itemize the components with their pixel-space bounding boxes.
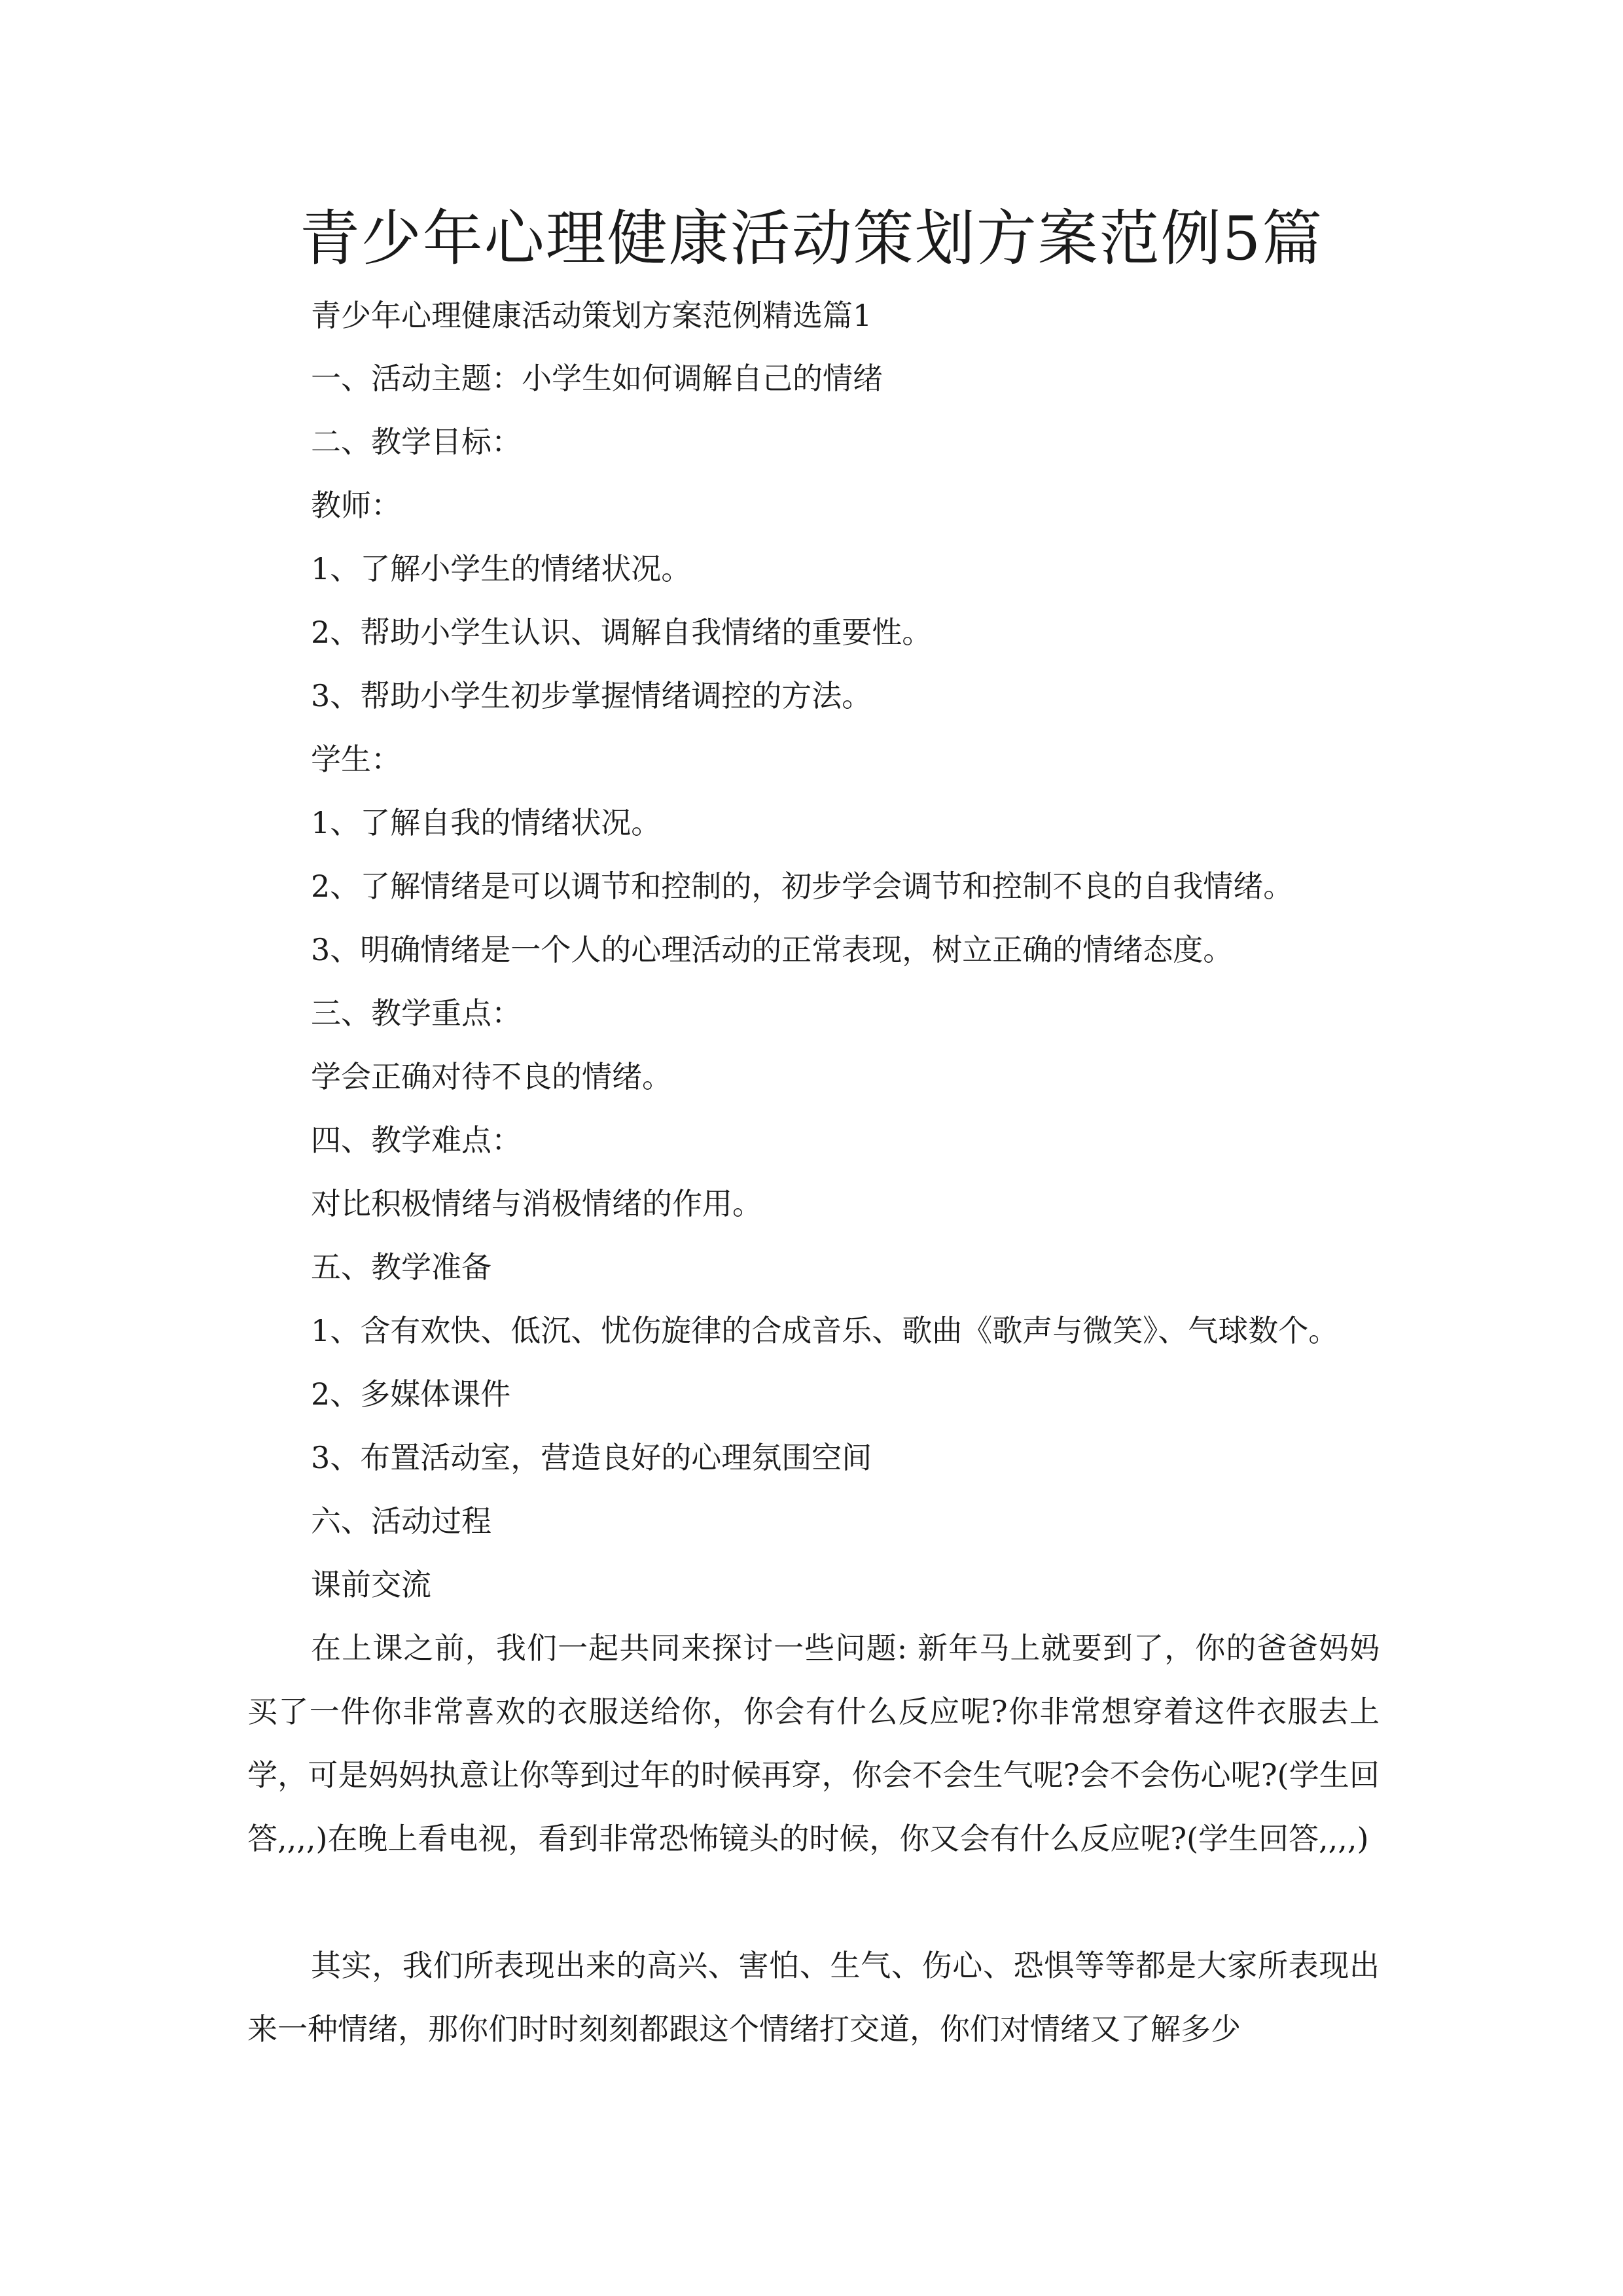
body-paragraph: 在上课之前，我们一起共同来探讨一些问题: 新年马上就要到了，你的爸爸妈妈买了一件你非常喜欢的衣服送给你，你会有什么反应呢?你非常想穿着这件衣服去上学，可是妈妈执意让你等到过年的时候再穿，你会不会生气呢?会不会伤心呢?(学生回答,,,,)在晚上看电视，看到非常恐怖镜头的时候，你又会有什么反应呢?(学生回答,,,,) bbox=[247, 1630, 1380, 1856]
text-line: 2、帮助小学生认识、调解自我情绪的重要性。 bbox=[311, 615, 933, 650]
text-line: 四、教学难点： bbox=[311, 1122, 522, 1158]
text-line: 2、了解情绪是可以调节和控制的，初步学会调节和控制不良的自我情绪。 bbox=[311, 869, 1294, 904]
text-line: 3、帮助小学生初步掌握情绪调控的方法。 bbox=[311, 678, 872, 713]
text-line: 1、含有欢快、低沉、忧伤旋律的合成音乐、歌曲《歌声与微笑》、气球数个。 bbox=[311, 1313, 1339, 1348]
text-line: 3、布置活动室，营造良好的心理氛围空间 bbox=[311, 1440, 872, 1475]
text-line: 三、教学重点： bbox=[311, 996, 522, 1031]
text-line: 一、活动主题：小学生如何调解自己的情绪 bbox=[311, 361, 883, 396]
document-title: 青少年心理健康活动策划方案范例5篇 bbox=[299, 204, 1324, 274]
text-line: 学会正确对待不良的情绪。 bbox=[311, 1059, 672, 1094]
text-line: 2、多媒体课件 bbox=[311, 1376, 511, 1412]
text-line: 六、活动过程 bbox=[311, 1503, 491, 1539]
text-line: 课前交流 bbox=[311, 1567, 431, 1602]
text-line: 1、了解自我的情绪状况。 bbox=[311, 805, 662, 840]
text-line: 对比积极情绪与消极情绪的作用。 bbox=[311, 1186, 762, 1221]
text-line: 3、明确情绪是一个人的心理活动的正常表现，树立正确的情绪态度。 bbox=[311, 932, 1234, 967]
text-line: 五、教学准备 bbox=[311, 1249, 491, 1285]
text-line: 二、教学目标： bbox=[311, 424, 522, 459]
text-line: 1、了解小学生的情绪状况。 bbox=[311, 551, 692, 586]
text-line: 教师： bbox=[311, 488, 401, 523]
section-heading: 青少年心理健康活动策划方案范例精选篇1 bbox=[311, 298, 872, 333]
body-paragraph: 其实，我们所表现出来的高兴、害怕、生气、伤心、恐惧等等都是大家所表现出来一种情绪，那你们时时刻刻都跟这个情绪打交道，你们对情绪又了解多少 bbox=[247, 1948, 1380, 2047]
text-line: 学生： bbox=[311, 742, 401, 777]
